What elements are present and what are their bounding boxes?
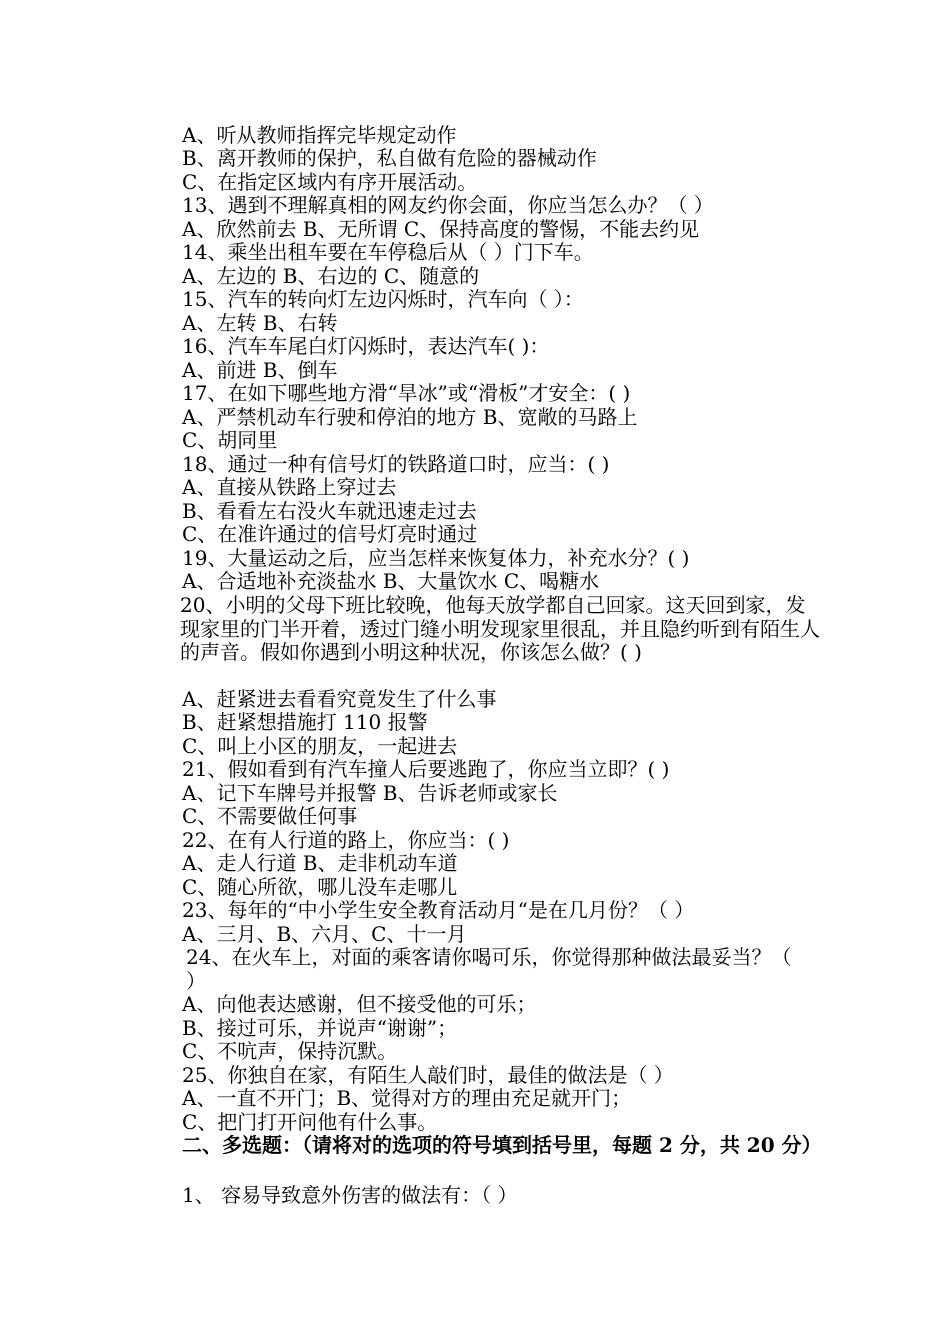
option-line: A、三月、B、六月、C、十一月 — [182, 922, 467, 946]
question-line: 15、汽车的转向灯左边闪烁时，汽车向（ ）： — [182, 287, 584, 311]
question-line: 18、通过一种有信号灯的铁路道口时，应当：( ) — [182, 452, 610, 476]
option-line: A、前进 B、倒车 — [182, 358, 338, 382]
option-line: A、欣然前去 B、无所谓 C、保持高度的警惕，不能去约见 — [182, 217, 700, 241]
option-line: B、接过可乐，并说声“谢谢”； — [182, 1016, 458, 1040]
question-line: 17、在如下哪些地方滑“旱冰”或“滑板”才安全：( ) — [182, 381, 631, 405]
option-line: A、左转 B、右转 — [182, 311, 338, 335]
question-line: 21、假如看到有汽车撞人后要逃跑了，你应当立即？( ) — [182, 757, 670, 781]
question-line: 23、每年的“中小学生安全教育活动月“是在几月份？（ ） — [182, 898, 695, 922]
option-line: C、把门打开问他有什么事。 — [182, 1110, 438, 1134]
option-line: A、直接从铁路上穿过去 — [182, 475, 397, 499]
option-line: A、记下车牌号并报警 B、告诉老师或家长 — [182, 781, 558, 805]
option-line: A、向他表达感谢，但不接受他的可乐； — [182, 992, 537, 1016]
option-line: B、看看左右没火车就迅速走过去 — [182, 499, 477, 523]
question-line: 1、 容易导致意外伤害的做法有：（ ） — [182, 1183, 518, 1207]
option-line: A、走人行道 B、走非机动车道 — [182, 851, 458, 875]
section-heading: 二、多选题：（请将对的选项的符号填到括号里，每题 2 分，共 20 分） — [182, 1133, 822, 1157]
question-line: 22、在有人行道的路上，你应当：( ) — [182, 828, 510, 852]
option-line: C、随心所欲，哪儿没车走哪儿 — [182, 875, 458, 899]
question-paragraph: 20、小明的父母下班比较晚，他每天放学都自己回家。这天回到家，发现家里的门半开着，透过门缝小明发现家里很乱，并且隐约听到有陌生人的声音。假如你遇到小明这种状况，你该怎么做？( ) — [180, 593, 820, 664]
option-line: A、左边的 B、右边的 C、随意的 — [182, 264, 480, 288]
option-line: C、胡同里 — [182, 428, 278, 452]
option-line: C、在指定区域内有序开展活动。 — [182, 170, 478, 194]
option-line: C、不吭声，保持沉默。 — [182, 1039, 398, 1063]
question-line: 13、遇到不理解真相的网友约你会面，你应当怎么办？（ ） — [182, 193, 714, 217]
option-line: A、合适地补充淡盐水 B、大量饮水 C、喝糖水 — [182, 569, 600, 593]
question-line: 14、乘坐出租车要在车停稳后从（ ）门下车。 — [182, 240, 594, 264]
option-line: A、听从教师指挥完毕规定动作 — [182, 123, 457, 147]
option-line: C、叫上小区的朋友，一起进去 — [182, 734, 458, 758]
option-line: A、严禁机动车行驶和停泊的地方 B、宽敞的马路上 — [182, 405, 638, 429]
option-line: B、赶紧想措施打 110 报警 — [182, 710, 428, 734]
option-line: C、不需要做任何事 — [182, 804, 358, 828]
option-line: A、一直不开门；B、觉得对方的理由充足就开门； — [182, 1086, 632, 1110]
question-line: 16、汽车车尾白灯闪烁时，表达汽车( )： — [182, 334, 550, 358]
question-paragraph: 24、在火车上，对面的乘客请你喝可乐，你觉得那种做法最妥当？（ ） — [186, 945, 792, 993]
option-line: B、离开教师的保护，私自做有危险的器械动作 — [182, 146, 597, 170]
question-line: 25、你独自在家，有陌生人敲们时，最佳的做法是（ ） — [182, 1063, 674, 1087]
question-line: 19、大量运动之后，应当怎样来恢复体力，补充水分？( ) — [182, 546, 690, 570]
option-line: C、在准许通过的信号灯亮时通过 — [182, 522, 478, 546]
option-line: A、赶紧进去看看究竟发生了什么事 — [182, 687, 497, 711]
